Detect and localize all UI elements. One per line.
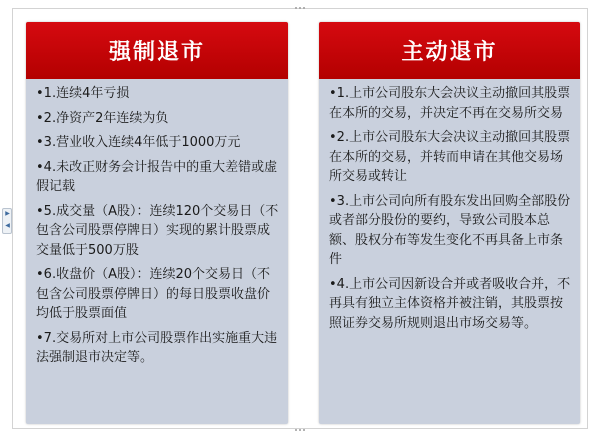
resize-handle-top[interactable] xyxy=(294,6,306,10)
arrow-left-icon: ◀ xyxy=(5,222,10,229)
list-item: •5.成交量（A股）：连续120个交易日（不包含公司股票停牌日）实现的累计股票成交量低于500万股 xyxy=(36,203,279,258)
resize-handle-bottom[interactable] xyxy=(294,428,306,432)
voluntary-delisting-panel xyxy=(319,22,580,424)
list-item: •7.交易所对上市公司股票作出实施重大违法强制退市决定等。 xyxy=(36,330,278,365)
list-item: •1.上市公司股东大会决议主动撤回其股票在本所的交易，并决定不再在交易所交易 xyxy=(329,86,571,121)
list-item: •2.上市公司股东大会决议主动撤回其股票在本所的交易，并转而申请在其他交易场所交易或转让 xyxy=(329,130,571,184)
list-item: •3.上市公司向所有股东发出回购全部股份或者部分股份的要约，导致公司股本总额、股权分布等发生变化不再具备上市条件 xyxy=(329,193,571,267)
voluntary-delisting-list xyxy=(329,84,572,338)
arrow-right-icon: ▶ xyxy=(5,210,10,217)
forced-delisting-panel xyxy=(26,22,288,424)
voluntary-delisting-title: 主动退市 xyxy=(319,22,580,79)
list-item: •1.连续4年亏损 xyxy=(36,86,130,101)
panel-divider xyxy=(291,22,316,424)
list-item: •4.上市公司因新设合并或者吸收合并，不再具有独立主体资格并被注销，其股票按照证券交易所规则退出市场交易等。 xyxy=(329,276,571,331)
list-item: •4.未改正财务会计报告中的重大差错或虚假记载 xyxy=(36,159,278,194)
forced-delisting-list xyxy=(36,84,280,373)
forced-delisting-title: 强制退市 xyxy=(26,22,288,79)
list-item: •3.营业收入连续4年低于1000万元 xyxy=(36,135,241,150)
list-item: •6.收盘价（A股）：连续20个交易日（不包含公司股票停牌日）的每日股票收盘价均低于股票面值 xyxy=(36,267,271,321)
list-item: •2.净资产2年连续为负 xyxy=(36,110,169,126)
side-expand-tab[interactable] xyxy=(2,208,12,234)
